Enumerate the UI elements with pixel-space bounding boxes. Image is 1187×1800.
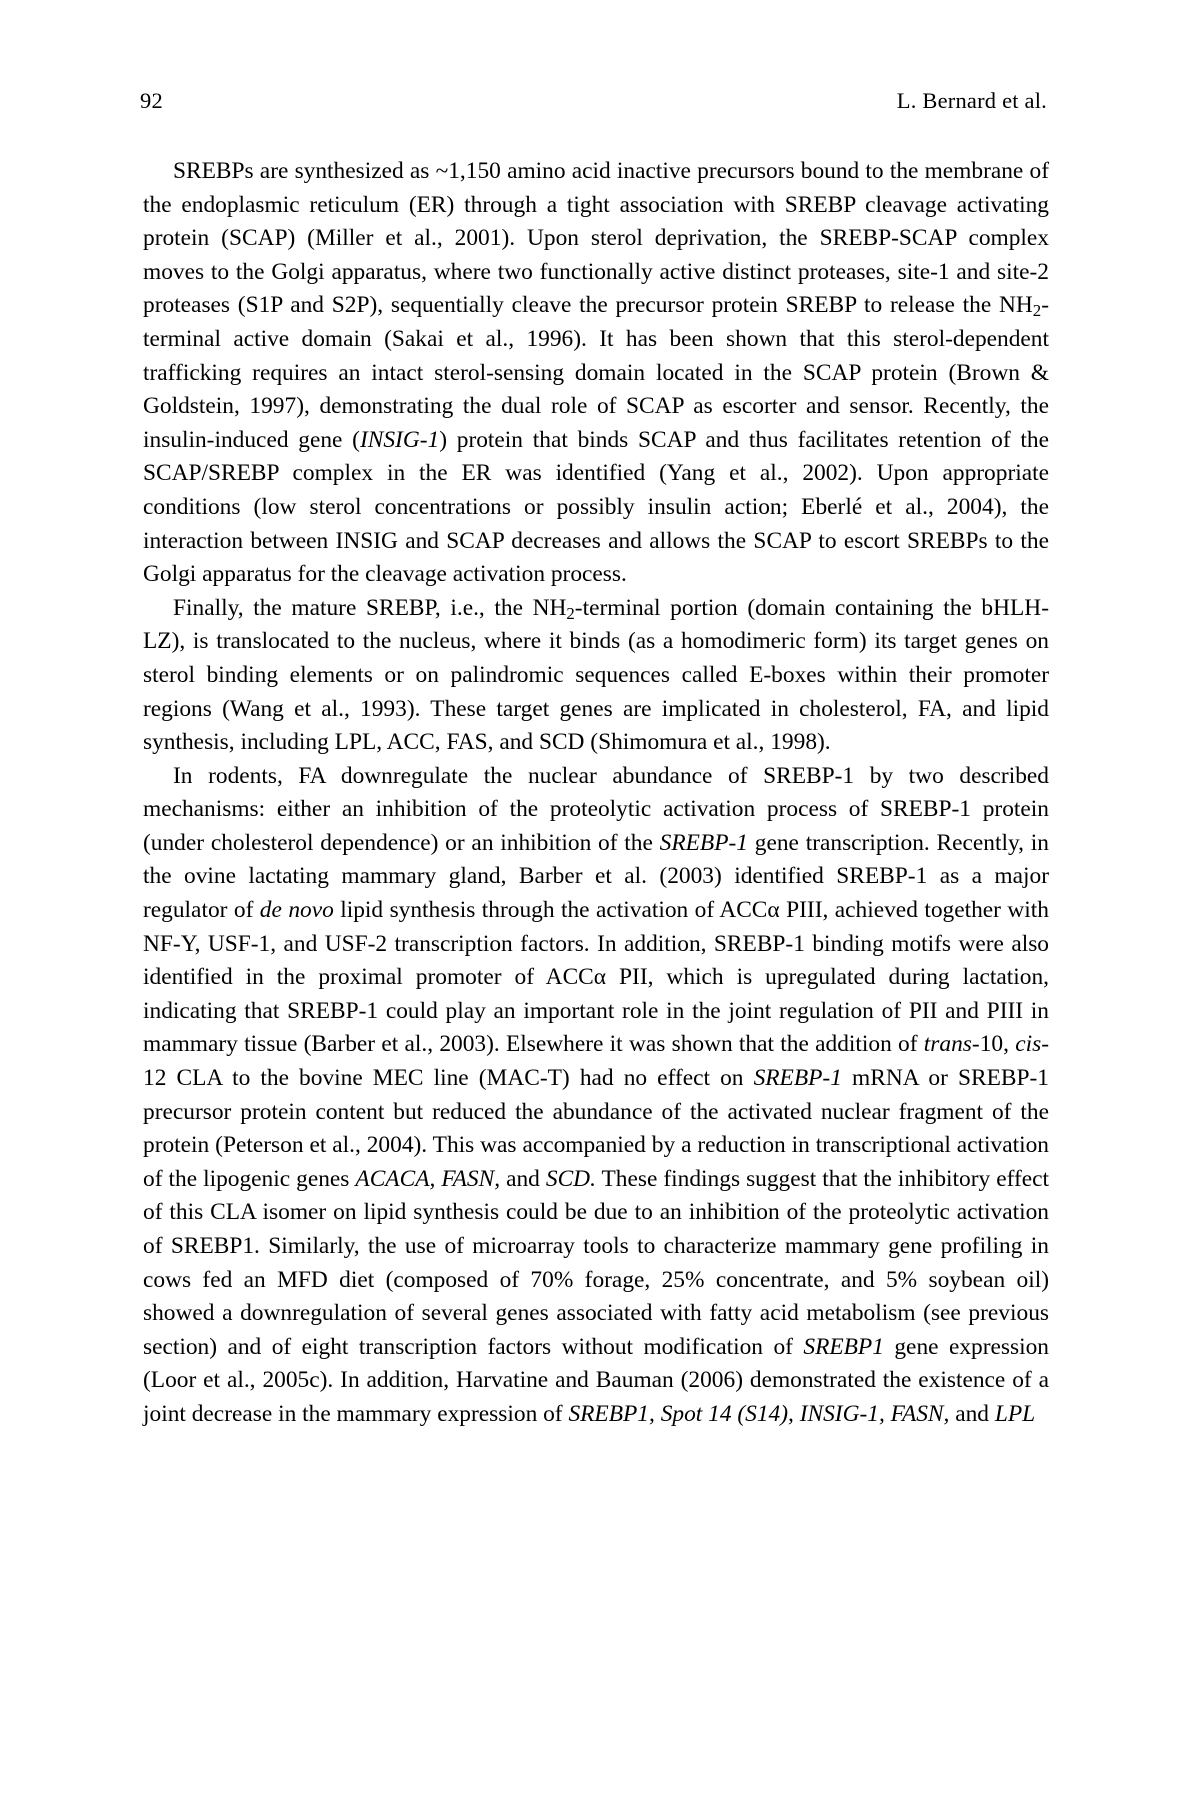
page-number: 92 xyxy=(140,88,163,113)
paragraph-2: Finally, the mature SREBP, i.e., the $NH_2$-terminal portion (domain containing the bHLH-LZ), is translocated to the nucleus, where it binds (as a homodimeric form) its target genes on sterol binding elements or on palindromic sequences called E-boxes within their promoter regions (Wang et al., 1993). These target genes are implicated in cholesterol, FA, and lipid synthesis, including LPL, ACC, FAS, and SCD (Shimomura et al., 1998). xyxy=(143,594,1049,756)
running-head-title: L. Bernard et al. xyxy=(896,88,1047,113)
body-text xyxy=(143,155,1049,1432)
paragraph-1: SREBPs are synthesized as ~1,150 amino acid inactive precursors bound to the membrane of the endoplasmic reticulum (ER) through a tight association with SREBP cleavage activating protein (SCAP) (Miller et al., 2001). Upon sterol deprivation, the SREBP-SCAP complex moves to the Golgi apparatus, where two functionally active distinct proteases, site-1 and site-2 proteases (S1P and S2P), sequentially cleave the precursor protein SREBP to release the $NH_2$-terminal active domain (Sakai et al., 1996). It has been shown that this sterol-dependent trafficking requires an intact sterol-sensing domain located in the SCAP protein (Brown & Goldstein, 1997), demonstrating the dual role of SCAP as escorter and sensor. Recently, the insulin-induced gene (INSIG-1) protein that binds SCAP and thus facilitates retention of the SCAP/SREBP complex in the ER was identified (Yang et al., 2002). Upon appropriate conditions (low sterol concentrations or possibly insulin action; Eberlé et al., 2004), the interaction between INSIG and SCAP decreases and allows the SCAP to escort SREBPs to the Golgi apparatus for the cleavage activation process. xyxy=(143,158,1049,588)
running-head xyxy=(140,88,1047,114)
paragraph-3: In rodents, FA downregulate the nuclear abundance of SREBP-1 by two described mechanisms: either an inhibition of the proteolytic activation process of SREBP-1 protein (under cholesterol dependence) or an inhibition of the SREBP-1 gene transcription. Recently, in the ovine lactating mammary gland, Barber et al. (2003) identified SREBP-1 as a major regulator of de novo lipid synthesis through the activation of ACCα PIII, achieved together with NF-Y, USF-1, and USF-2 transcription factors. In addition, SREBP-1 binding motifs were also identified in the proximal promoter of ACCα PII, which is upregulated during lactation, indicating that SREBP-1 could play an important role in the joint regulation of PII and PIII in mammary tissue (Barber et al., 2003). Elsewhere it was shown that the addition of trans-10, cis-12 CLA to the bovine MEC line (MAC-T) had no effect on SREBP-1 mRNA or SREBP-1 precursor protein content but reduced the abundance of the activated nuclear fragment of the protein (Peterson et al., 2004). This was accompanied by a reduction in transcriptional activation of the lipogenic genes ACACA, FASN, and SCD. These findings suggest that the inhibitory effect of this CLA isomer on lipid synthesis could be due to an inhibition of the proteolytic activation of SREBP1. Similarly, the use of microarray tools to characterize mammary gene profiling in cows fed an MFD diet (composed of 70% forage, 25% concentrate, and 5% soybean oil) showed a downregulation of several genes associated with fatty acid metabolism (see previous section) and of eight transcription factors without modification of SREBP1 gene expression (Loor et al., 2005c). In addition, Harvatine and Bauman (2006) demonstrated the existence of a joint decrease in the mammary expression of SREBP1, Spot 14 (S14), INSIG-1, FASN, and LPL xyxy=(143,762,1050,1427)
